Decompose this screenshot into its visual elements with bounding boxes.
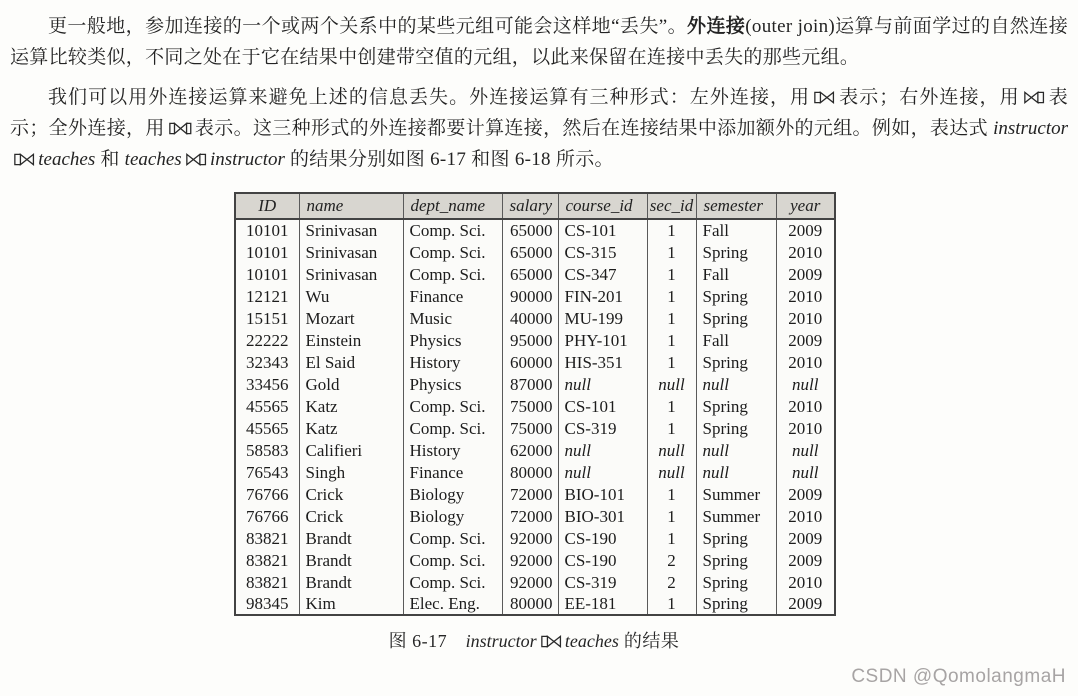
table-cell: 45565	[246, 418, 289, 438]
table-cell: 2010	[776, 285, 835, 307]
table-cell: 65000	[502, 263, 558, 285]
table-row	[235, 351, 835, 373]
table-cell: Summer	[696, 505, 776, 527]
table-cell: Califieri	[299, 439, 403, 461]
table-row	[235, 307, 835, 329]
text-segment: 外连接	[687, 16, 746, 37]
table-row	[235, 285, 835, 307]
table-cell: CS-319	[558, 571, 647, 593]
table-cell: 2009	[776, 549, 835, 571]
table-cell: null	[696, 373, 776, 395]
text-segment: 和	[95, 149, 125, 170]
table-cell: 76543	[246, 462, 289, 482]
table-cell: 2009	[776, 483, 835, 505]
table-cell: Einstein	[299, 329, 403, 351]
table-cell: Brandt	[299, 527, 403, 549]
table-row	[235, 241, 835, 263]
table-cell: 83821	[246, 550, 289, 570]
table-cell: 1	[647, 219, 696, 241]
table-row	[235, 483, 835, 505]
table-cell: 98345	[246, 594, 289, 613]
table-cell: null	[647, 373, 696, 395]
table-row	[235, 527, 835, 549]
column-header: salary	[502, 193, 558, 219]
table-cell: 2009	[776, 219, 835, 241]
table-cell: Gold	[299, 373, 403, 395]
table-cell: History	[403, 351, 502, 373]
table-cell: 1	[647, 505, 696, 527]
table-cell: 75000	[502, 417, 558, 439]
text-segment: 表示；全外连接，用	[10, 87, 1068, 139]
full-outer-join-icon	[168, 122, 192, 135]
table-row	[235, 263, 835, 285]
table-cell: 40000	[502, 307, 558, 329]
table-cell: Comp. Sci.	[403, 241, 502, 263]
table-cell: 2	[647, 571, 696, 593]
table-cell: null	[696, 461, 776, 483]
table-cell: 2010	[776, 417, 835, 439]
left-outer-join-icon	[540, 635, 562, 648]
watermark: CSDN @QomolangmaH	[851, 666, 1066, 687]
table-cell: 45565	[246, 396, 289, 416]
table-cell: 1	[647, 593, 696, 615]
table-cell: 2009	[776, 593, 835, 615]
table-cell: Srinivasan	[299, 219, 403, 241]
text-segment: instructor	[993, 118, 1069, 139]
paragraph-outer-join-forms	[10, 82, 1068, 175]
text-segment: 表示；右外连接，用	[838, 87, 1020, 108]
table-cell: Comp. Sci.	[403, 527, 502, 549]
table-cell: null	[558, 461, 647, 483]
table-cell: Fall	[696, 263, 776, 285]
table-cell: BIO-301	[558, 505, 647, 527]
table-cell: 92000	[502, 549, 558, 571]
table-cell: 92000	[502, 571, 558, 593]
paragraph-outer-join-intro	[10, 11, 1068, 73]
right-outer-join-icon	[185, 153, 207, 166]
table-cell: 1	[647, 483, 696, 505]
table-cell: 1	[647, 307, 696, 329]
table-cell: MU-199	[558, 307, 647, 329]
text-segment: 表示。这三种形式的外连接都要计算连接，然后在连接结果中添加额外的元组。例如，表达式	[194, 118, 994, 139]
table-cell: 1	[647, 395, 696, 417]
table-cell: Summer	[696, 483, 776, 505]
table-cell: 32343	[246, 352, 289, 372]
table-cell: 22222	[246, 330, 289, 350]
table-cell: 58583	[246, 440, 289, 460]
table-cell: 10101	[246, 242, 289, 262]
table-cell: CS-101	[558, 219, 647, 241]
table-body	[235, 219, 835, 615]
table-cell: CS-315	[558, 241, 647, 263]
figure-6-17	[234, 192, 834, 653]
table-cell: CS-190	[558, 549, 647, 571]
table-row	[235, 439, 835, 461]
table-cell: CS-319	[558, 417, 647, 439]
table-cell: Srinivasan	[299, 241, 403, 263]
table-cell: Katz	[299, 395, 403, 417]
table-cell: FIN-201	[558, 285, 647, 307]
table-cell: Finance	[403, 285, 502, 307]
table-cell: 75000	[502, 395, 558, 417]
table-cell: 80000	[502, 593, 558, 615]
table-row	[235, 395, 835, 417]
table-cell: 87000	[502, 373, 558, 395]
table-cell: 2009	[776, 329, 835, 351]
column-header: year	[776, 193, 835, 219]
table-cell: Mozart	[299, 307, 403, 329]
table-cell: Physics	[403, 329, 502, 351]
table-cell: null	[776, 461, 835, 483]
table-cell: Finance	[403, 461, 502, 483]
table-cell: Katz	[299, 417, 403, 439]
table-cell: 2010	[776, 351, 835, 373]
table-cell: PHY-101	[558, 329, 647, 351]
table-cell: Brandt	[299, 549, 403, 571]
text-segment: 图 6-17	[388, 631, 466, 651]
table-cell: Spring	[696, 593, 776, 615]
table-row	[235, 505, 835, 527]
table-cell: Wu	[299, 285, 403, 307]
table-cell: 62000	[502, 439, 558, 461]
table-cell: 12121	[246, 286, 289, 306]
table-cell: Biology	[403, 505, 502, 527]
table-row	[235, 593, 835, 615]
table-cell: 60000	[502, 351, 558, 373]
text-segment: 更一般地，参加连接的一个或两个关系中的某些元组可能会这样地“丢失”。	[48, 16, 688, 37]
table-cell: Spring	[696, 527, 776, 549]
table-cell: 2	[647, 549, 696, 571]
table-cell: 10101	[246, 221, 289, 240]
table-cell: 65000	[502, 241, 558, 263]
table-cell: Brandt	[299, 571, 403, 593]
table-cell: 1	[647, 241, 696, 263]
table-row	[235, 417, 835, 439]
table-row	[235, 373, 835, 395]
table-cell: Crick	[299, 505, 403, 527]
table-cell: 65000	[502, 219, 558, 241]
table-cell: Spring	[696, 417, 776, 439]
column-header: sec_id	[647, 193, 696, 219]
table-cell: 2010	[776, 395, 835, 417]
table-cell: 1	[647, 417, 696, 439]
table-cell: 1	[647, 527, 696, 549]
table-cell: Spring	[696, 307, 776, 329]
text-segment: instructor	[465, 631, 537, 651]
table-cell: Comp. Sci.	[403, 549, 502, 571]
table-cell: Comp. Sci.	[403, 571, 502, 593]
table-cell: Comp. Sci.	[403, 219, 502, 241]
table-cell: 90000	[502, 285, 558, 307]
column-header: name	[299, 193, 403, 219]
table-cell: BIO-101	[558, 483, 647, 505]
table-cell: Comp. Sci.	[403, 395, 502, 417]
table-cell: CS-190	[558, 527, 647, 549]
table-cell: Kim	[299, 593, 403, 615]
figure-caption	[234, 627, 834, 653]
table-row	[235, 219, 835, 241]
table-cell: History	[403, 439, 502, 461]
text-segment: teaches	[564, 631, 619, 651]
table-cell: HIS-351	[558, 351, 647, 373]
table-row	[235, 329, 835, 351]
table-cell: 1	[647, 263, 696, 285]
table-cell: 92000	[502, 527, 558, 549]
table-header-row	[235, 193, 835, 219]
table-cell: Comp. Sci.	[403, 263, 502, 285]
table-cell: 72000	[502, 483, 558, 505]
table-cell: Fall	[696, 219, 776, 241]
left-outer-join-icon	[813, 91, 835, 104]
text-segment: 的结果分别如图 6-17 和图 6-18 所示。	[284, 149, 614, 170]
table-cell: Spring	[696, 241, 776, 263]
table-row	[235, 571, 835, 593]
table-cell: 83821	[246, 572, 289, 592]
table-cell: Elec. Eng.	[403, 593, 502, 615]
table-cell: 1	[647, 329, 696, 351]
left-outer-join-icon	[13, 153, 35, 166]
table-cell: Spring	[696, 549, 776, 571]
table-cell: Comp. Sci.	[403, 417, 502, 439]
table-cell: 2010	[776, 571, 835, 593]
table-cell: null	[558, 439, 647, 461]
column-header: dept_name	[403, 193, 502, 219]
table-cell: null	[696, 439, 776, 461]
table-cell: 95000	[502, 329, 558, 351]
table-header	[235, 193, 835, 219]
table-cell: null	[558, 373, 647, 395]
text-segment: teaches	[124, 149, 182, 170]
column-header: ID	[235, 193, 299, 219]
table-cell: Spring	[696, 285, 776, 307]
table-cell: null	[776, 373, 835, 395]
table-cell: 33456	[246, 374, 289, 394]
table-cell: Spring	[696, 351, 776, 373]
table-cell: Physics	[403, 373, 502, 395]
table-cell: 2009	[776, 527, 835, 549]
table-cell: 15151	[246, 308, 289, 328]
table-cell: 1	[647, 351, 696, 373]
column-header: semester	[696, 193, 776, 219]
text-segment: instructor	[209, 149, 285, 170]
table-cell: 1	[647, 285, 696, 307]
table-cell: Fall	[696, 329, 776, 351]
table-cell: Singh	[299, 461, 403, 483]
join-result-table	[234, 192, 836, 616]
table-cell: CS-347	[558, 263, 647, 285]
table-cell: Spring	[696, 571, 776, 593]
text-segment: teaches	[38, 149, 96, 170]
text-segment: 的结果	[618, 631, 680, 651]
table-cell: El Said	[299, 351, 403, 373]
right-outer-join-icon	[1023, 91, 1045, 104]
table-cell: Spring	[696, 395, 776, 417]
table-row	[235, 461, 835, 483]
table-cell: 76766	[246, 484, 289, 504]
table-cell: null	[647, 439, 696, 461]
table-cell: Biology	[403, 483, 502, 505]
table-cell: 2010	[776, 241, 835, 263]
text-segment: (outer join)运算与前面学过的自然连接运算比较类似，不同之处在于它在结果中创建带空值的元组，以此来保留在连接中丢失的那些元组。	[10, 16, 1068, 68]
table-cell: Crick	[299, 483, 403, 505]
table-cell: 2009	[776, 263, 835, 285]
table-cell: 10101	[246, 264, 289, 284]
table-cell: Srinivasan	[299, 263, 403, 285]
table-cell: 76766	[246, 506, 289, 526]
table-cell: CS-101	[558, 395, 647, 417]
table-cell: 2010	[776, 505, 835, 527]
table-cell: 80000	[502, 461, 558, 483]
table-cell: 72000	[502, 505, 558, 527]
table-cell: 2010	[776, 307, 835, 329]
text-segment: 我们可以用外连接运算来避免上述的信息丢失。外连接运算有三种形式：左外连接，用	[48, 87, 811, 108]
table-cell: null	[776, 439, 835, 461]
table-cell: 83821	[246, 528, 289, 548]
column-header: course_id	[558, 193, 647, 219]
table-cell: Music	[403, 307, 502, 329]
table-cell: null	[647, 461, 696, 483]
table-cell: EE-181	[558, 593, 647, 615]
table-row	[235, 549, 835, 571]
